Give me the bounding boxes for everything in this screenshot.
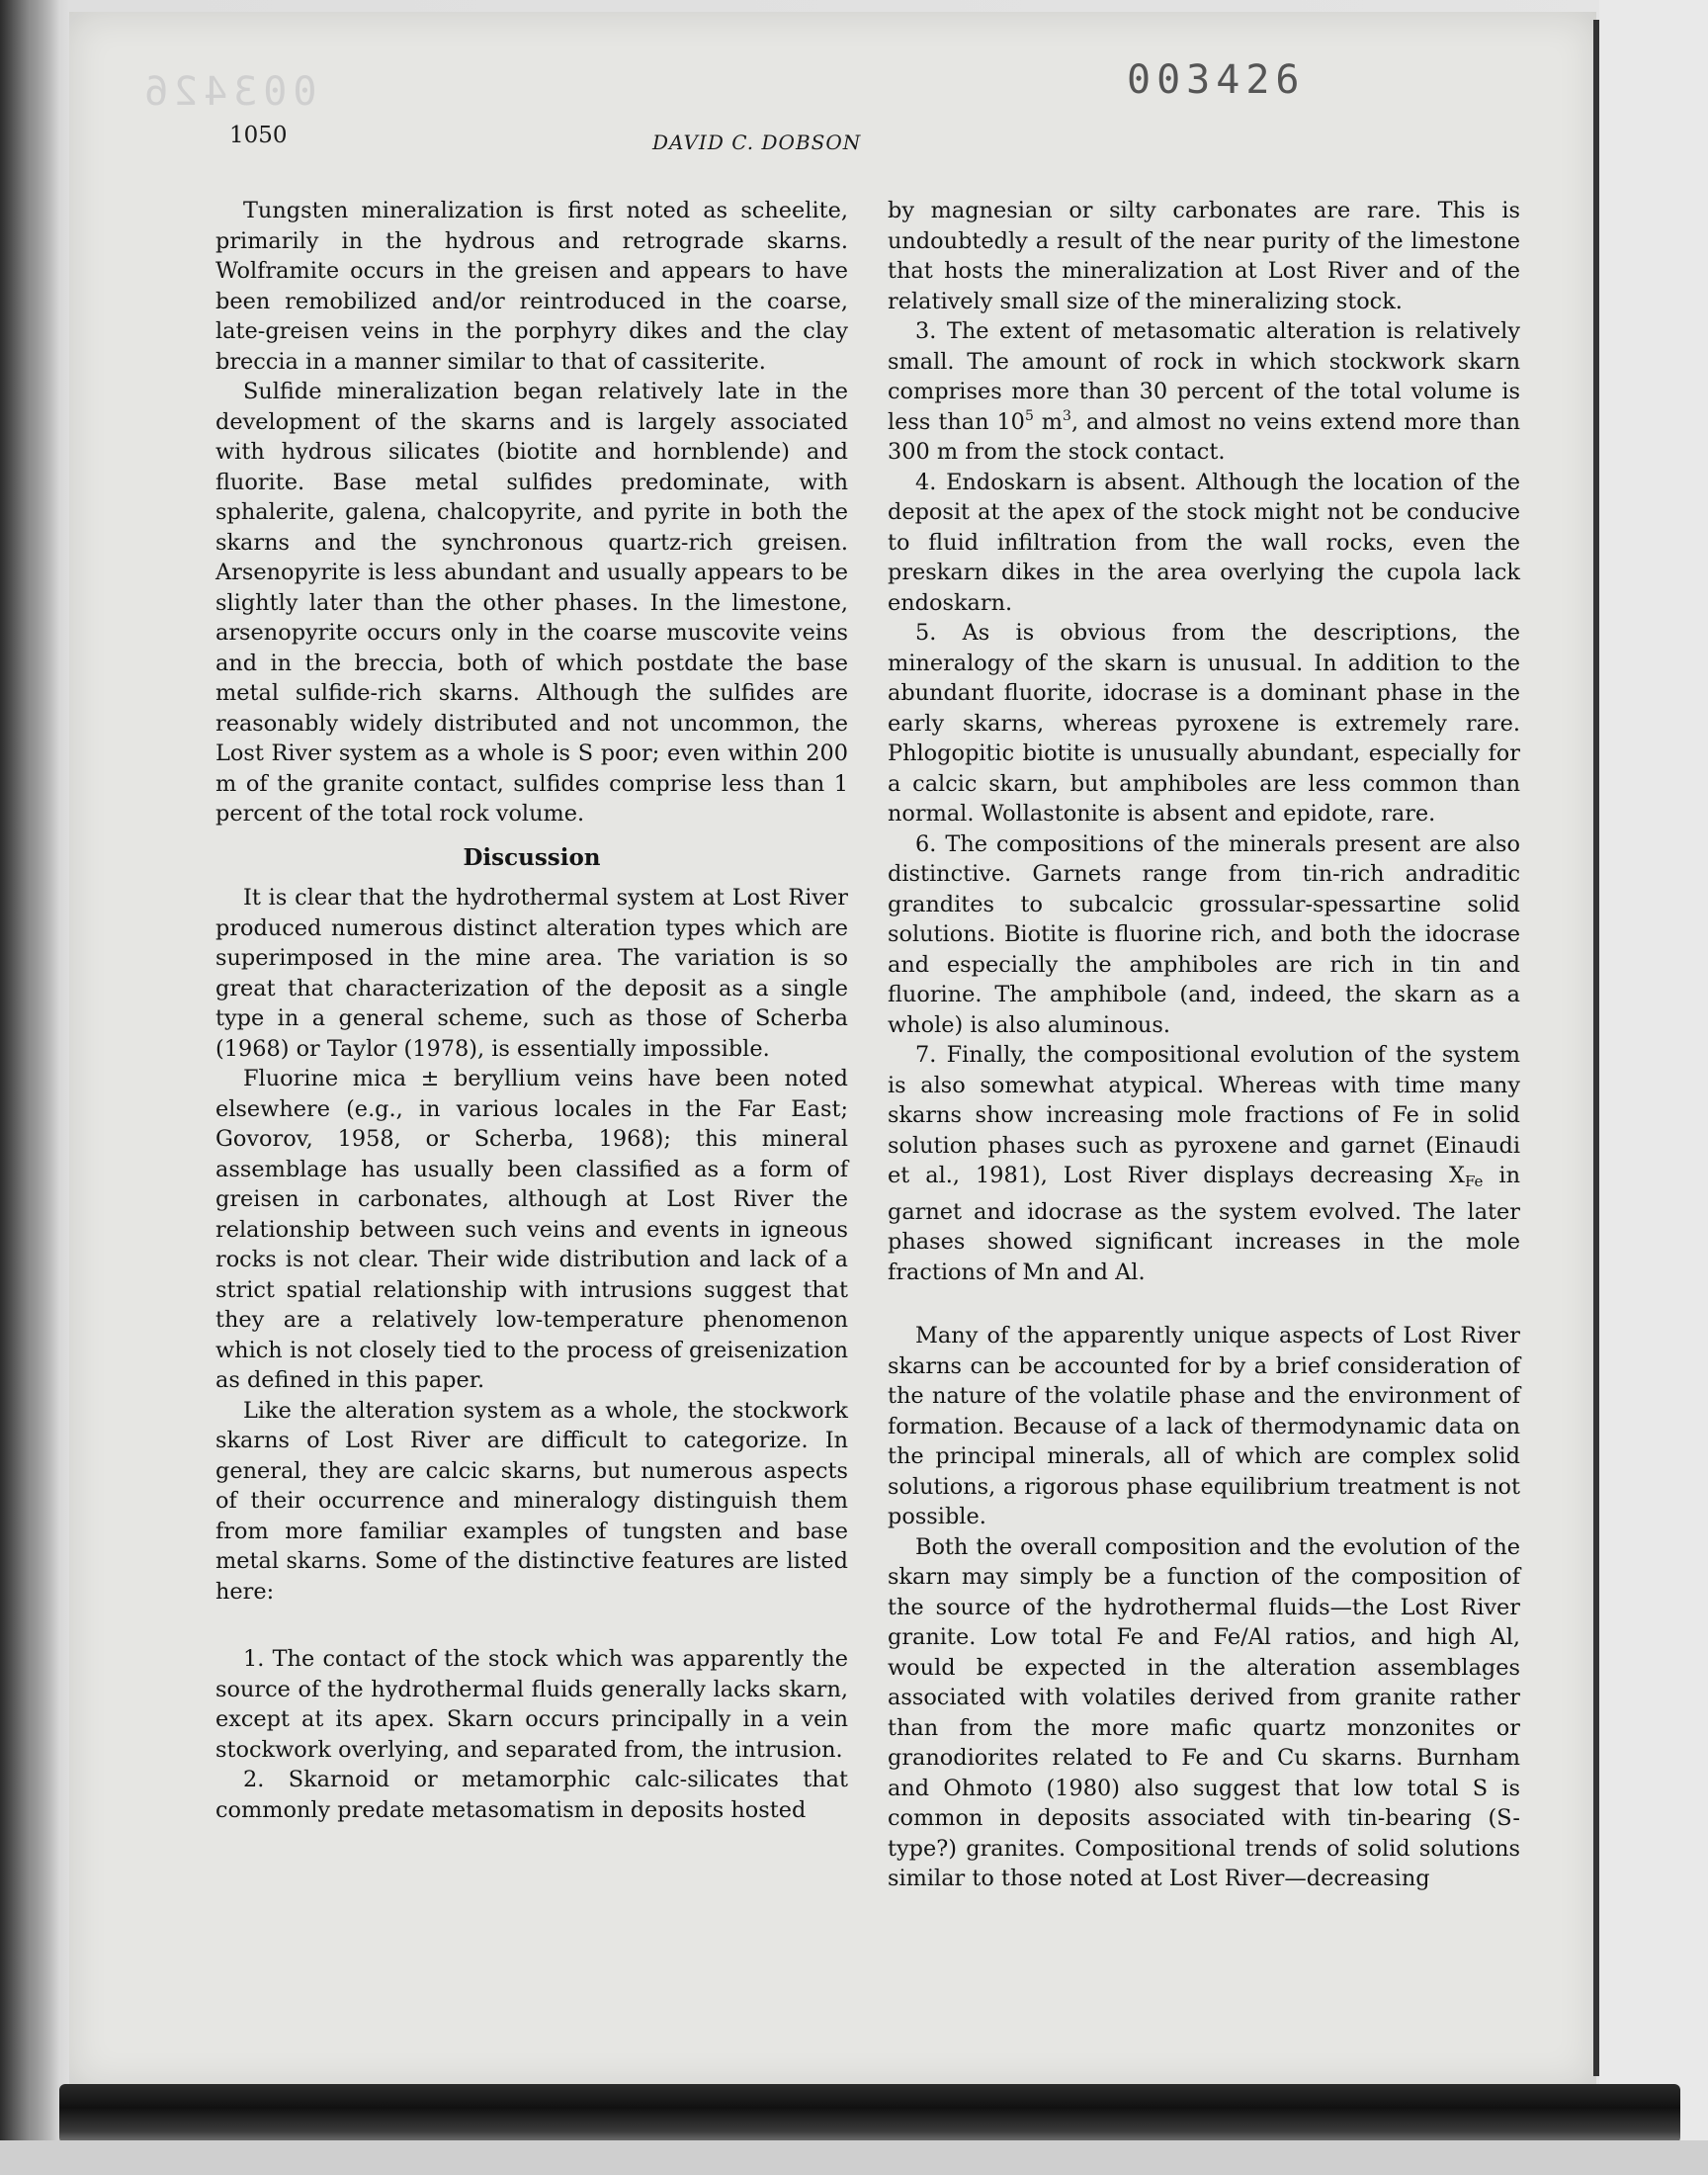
list-item-5: 5. As is obvious from the descriptions, the mineralogy of the skarn is unusual. In addition to the abundant fluorite, idocrase is a dominant phase in the early skarns, whereas pyroxene is extremely rare. Phlogopitic biotite is unusually abundant, especially for a calcic skarn, but amphiboles are less common than normal. Wollastonite is absent and epidote, rare. xyxy=(888,620,1520,826)
list-item-3-text-c: , and almost no veins extend more than 300 m from the stock contact. xyxy=(888,408,1520,465)
list-item-1: 1. The contact of the stock which was apparently the source of the hydrothermal fluids generally lacks skarn, except at its apex. Skarn occurs principally in a vein stockwork overlying, and separated from, the intrusion. xyxy=(215,1646,848,1763)
subscript-fe: Fe xyxy=(1464,1173,1484,1190)
list-item-4: 4. Endoskarn is absent. Although the location of the deposit at the apex of the stock might not be conducive to fluid infiltration from the wall rocks, even the preskarn dikes in the area overlying the cupola lack endoskarn. xyxy=(888,469,1520,616)
paragraph-unique-aspects: Many of the apparently unique aspects of Lost River skarns can be accounted for by a brief consideration of the nature of the volatile phase and the environment of formation. Because of a lack of thermodynamic data on the principal minerals, all of which are complex solid solutions, a rigorous phase equilibrium treatment is not possible. xyxy=(888,1323,1520,1529)
exponent-three: 3 xyxy=(1063,407,1071,424)
paragraph-stockwork-skarns: Like the alteration system as a whole, the stockwork skarns of Lost River are difficult to categorize. In general, they are calcic skarns, but numerous aspects of their occurrence and mineralogy distinguish them from more familiar examples of tungsten and base metal skarns. Some of the distinctive features are listed here: xyxy=(215,1397,848,1605)
running-head-author: DAVID C. DOBSON xyxy=(652,130,862,154)
list-spacer xyxy=(215,1607,848,1644)
list-item-7-text-b: in garnet and idocrase as the system evolved. The later phases showed significant increases in the mole fractions of Mn and Al. xyxy=(888,1163,1520,1285)
list-item-6: 6. The compositions of the minerals present are also distinctive. Garnets range from tin-rich andraditic grandites to subcalcic grossular-spessartine solid solutions. Biotite is fluorine rich, and both the idocrase and especially the amphiboles are rich in tin and fluorine. The amphibole (and, indeed, the skarn as a whole) is also aluminous. xyxy=(888,830,1520,1038)
page-number: 1050 xyxy=(229,123,288,148)
list-item-2-end: by magnesian or silty carbonates are rare. This is undoubtedly a result of the near purity of the limestone that hosts the mineralization at Lost River and of the relatively small size of the mineralizing stock. xyxy=(888,198,1520,314)
list-item-3 xyxy=(888,316,1520,468)
paragraph-sulfide: Sulfide mineralization began relatively late in the development of the skarns and is largely associated with hydrous silicates (biotite and hornblende) and fluorite. Base metal sulfides predominate, with sphalerite, galena, chalcopyrite, and pyrite in both the skarns and the synchronous quartz-rich greisen. Arsenopyrite is less abundant and usually appears to be slightly later than the other phases. In the limestone, arsenopyrite occurs only in the coarse muscovite veins and in the breccia, both of which postdate the base metal sulfide-rich skarns. Although the sulfides are reasonably widely distributed and not uncommon, the Lost River system as a whole is S poor; even within 200 m of the granite contact, sulfides comprise less than 1 percent of the total rock volume. xyxy=(215,379,848,826)
exponent-five: 5 xyxy=(1024,407,1034,424)
list-item-7 xyxy=(888,1040,1520,1287)
paragraph-hydrothermal-system: It is clear that the hydrothermal system at Lost River produced numerous distinct alteration types which are superimposed in the mine area. The variation is so great that characterization of the deposit as a single type in a general scheme, such as those of Scherba (1968) or Taylor (1978), is essentially impossible. xyxy=(215,885,848,1062)
section-spacer xyxy=(888,1287,1520,1321)
paragraph-fluorine-mica: Fluorine mica ± beryllium veins have been noted elsewhere (e.g., in various locales in the Far East; Govorov, 1958, or Scherba, 1968); this mineral assemblage has usually been classified as a form of greisen in carbonates, although at Lost River the relationship between such veins and events in igneous rocks is not clear. Their wide distribution and lack of a strict spatial relationship with intrusions suggest that they are a relatively low-temperature phenomenon which is not closely tied to the process of greisenization as defined in this paper. xyxy=(215,1066,848,1393)
scan-left-shadow xyxy=(0,0,59,2175)
scan-bottom-shadow xyxy=(59,2084,1680,2143)
section-heading-discussion: Discussion xyxy=(463,843,601,871)
paragraph-tungsten: Tungsten mineralization is first noted as scheelite, primarily in the hydrous and retrograde skarns. Wolframite occurs in the greisen and appears to have been remobilized and/or reintroduced in the coarse, late-greisen veins in the porphyry dikes and the clay breccia in a manner similar to that of cassiterite. xyxy=(215,198,848,375)
scan-bottom-margin xyxy=(0,2140,1708,2175)
left-text-column xyxy=(215,196,848,1825)
paragraph-overall-composition: Both the overall composition and the evolution of the skarn may simply be a function of the composition of the source of the hydrothermal fluids—the Lost River granite. Low total Fe and Fe/Al ratios, and high Al, would be expected in the alteration assemblages associated with volatiles derived from granite rather than from the more mafic quartz monzonites or granodiorites related to Fe and Cu skarns. Burnham and Ohmoto (1980) also suggest that low total S is common in deposits associated with tin-bearing (S-type?) granites. Compositional trends of solid solutions similar to those noted at Lost River—decreasing xyxy=(888,1533,1520,1891)
list-item-7-text-a: 7. Finally, the compositional evolution of the system is also somewhat atypical. Whereas with time many skarns show increasing mole fractions of Fe in solid solution phases such as pyroxene and garnet (Einaudi et al., 1981), Lost River displays decreasing X xyxy=(888,1042,1520,1188)
scan-right-margin xyxy=(1599,0,1708,2175)
right-text-column xyxy=(888,196,1520,1894)
list-item-3-text-a: 3. The extent of metasomatic alteration is relatively small. The amount of rock in which stockwork skarn comprises more than 30 percent of the total volume is less than 10 xyxy=(888,318,1520,435)
archive-stamp-number: 003426 xyxy=(1127,57,1306,103)
list-item-3-text-b: m xyxy=(1033,408,1064,435)
list-item-2-start: 2. Skarnoid or metamorphic calc-silicates that commonly predate metasomatism in deposits hosted xyxy=(215,1767,848,1823)
archive-stamp-bleedthrough: 003426 xyxy=(138,69,317,115)
